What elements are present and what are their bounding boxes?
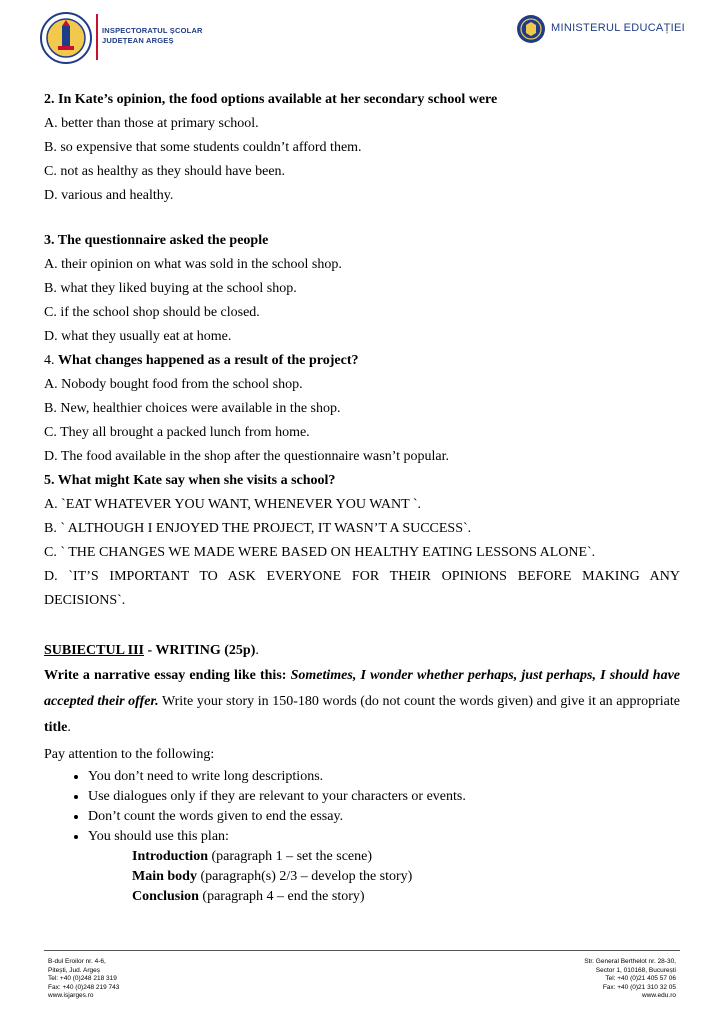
question-stem: What changes happened as a result of the project? <box>58 353 359 368</box>
header-divider <box>96 14 98 60</box>
list-item: • You should use this plan: <box>88 827 680 847</box>
option-b: B. so expensive that some students couldn’t afford them. <box>44 140 362 155</box>
plan-label: Introduction <box>132 849 208 864</box>
address-line: Str. General Berthelot nr. 28-30, <box>584 958 676 965</box>
question-text: 3. The questionnaire asked the people <box>44 233 269 248</box>
option-d: D. what they usually eat at home. <box>44 329 232 344</box>
question-text: 5. What might Kate say when she visits a school? <box>44 473 336 488</box>
question-3 <box>44 229 680 349</box>
page-footer <box>44 950 680 1010</box>
option-b: B. New, healthier choices were available in the shop. <box>44 401 341 416</box>
task-title-word: title <box>44 720 68 735</box>
option-b: B. what they liked buying at the school shop. <box>44 281 297 296</box>
isj-name <box>102 26 203 46</box>
plan-conclusion <box>132 887 680 907</box>
option-a: A. better than those at primary school. <box>44 116 259 131</box>
task-end: . <box>67 720 71 735</box>
address-line: Sector 1, 010168, București <box>595 966 676 974</box>
subject-points: - WRITING (25p) <box>144 643 256 658</box>
plan-introduction <box>132 847 680 867</box>
subject-end: . <box>255 643 259 658</box>
option-c: C. if the school shop should be closed. <box>44 305 260 320</box>
fax: Fax: +40 (0)21 310 32 05 <box>602 983 676 991</box>
writing-subject-heading <box>44 639 680 663</box>
subject-title: SUBIECTUL III <box>44 643 144 658</box>
plan-desc: (paragraph 1 – set the scene) <box>207 849 373 864</box>
exam-content <box>44 88 680 907</box>
question-text: 2. In Kate’s opinion, the food options available at her secondary school were <box>44 92 498 107</box>
ministry-name: MINISTERUL EDUCAȚIEI <box>551 22 685 34</box>
phone: Tel: +40 (0)21 405 57 06 <box>605 975 676 982</box>
phone: Tel: +40 (0)248 218 319 <box>48 975 117 982</box>
plan-desc: (paragraph(s) 2/3 – develop the story) <box>196 869 413 884</box>
plan-label: Main body <box>132 869 197 884</box>
option-d: D. various and healthy. <box>44 188 174 203</box>
spacer <box>44 613 680 635</box>
question-text <box>44 349 680 373</box>
plan-main-body <box>132 867 680 887</box>
footer-divider <box>44 950 680 951</box>
isj-name-line1: INSPECTORATUL ȘCOLAR <box>102 26 203 35</box>
address-line: B-dul Eroilor nr. 4-6, <box>48 958 106 965</box>
website-link[interactable]: www.isjarges.ro <box>48 992 94 999</box>
website-link[interactable]: www.edu.ro <box>642 992 676 999</box>
option-c: C. ` THE CHANGES WE MADE WERE BASED ON HEALTHY EATING LESSONS ALONE`. <box>44 545 596 560</box>
option-a: A. `EAT WHATEVER YOU WANT, WHENEVER YOU WANT `. <box>44 497 422 512</box>
task-ending-quote: Sometimes, I wonder whether perhaps, just perhaps, I should have accepted their offer. <box>44 668 680 709</box>
ministry-contact <box>584 958 676 1001</box>
option-c: C. not as healthy as they should have been. <box>44 164 286 179</box>
spacer <box>44 208 680 229</box>
option-a: A. their opinion on what was sold in the school shop. <box>44 257 342 272</box>
isj-seal-logo <box>40 12 92 64</box>
option-d: D. The food available in the shop after the questionnaire wasn’t popular. <box>44 449 449 464</box>
isj-contact <box>48 958 119 1001</box>
question-number: 4. <box>44 353 55 368</box>
question-2 <box>44 88 680 208</box>
essay-plan <box>44 847 680 907</box>
isj-name-line2: JUDEȚEAN ARGEȘ <box>102 36 174 45</box>
list-item: • You don’t need to write long descriptions. <box>88 767 680 787</box>
ministry-crest-logo <box>516 14 546 44</box>
task-lead: Write a narrative essay ending like this: <box>44 668 291 683</box>
question-4 <box>44 349 680 469</box>
attention-note: Pay attention to the following: <box>44 747 215 762</box>
list-item: • Use dialogues only if they are relevant to your characters or events. <box>88 787 680 807</box>
question-5 <box>44 469 680 613</box>
option-c: C. They all brought a packed lunch from home. <box>44 425 310 440</box>
option-d: D. `IT’S IMPORTANT TO ASK EVERYONE FOR THEIR OPINIONS BEFORE MAKING ANY DECISIONS`. <box>44 569 680 608</box>
writing-task <box>44 663 680 741</box>
plan-desc: (paragraph 4 – end the story) <box>198 889 365 904</box>
fax: Fax: +40 (0)248 219 743 <box>48 983 120 991</box>
option-a: A. Nobody bought food from the school shop. <box>44 377 303 392</box>
task-instructions: Write your story in 150-180 words (do not count the words given) and give it an appropriate <box>158 694 680 709</box>
page-header <box>0 0 724 80</box>
option-b: B. ` ALTHOUGH I ENJOYED THE PROJECT, IT WASN’T A SUCCESS`. <box>44 521 472 536</box>
address-line: Pitești, Jud. Argeș <box>48 966 101 974</box>
list-item: • Don’t count the words given to end the essay. <box>88 807 680 827</box>
instruction-list <box>44 767 680 847</box>
plan-label: Conclusion <box>132 889 199 904</box>
